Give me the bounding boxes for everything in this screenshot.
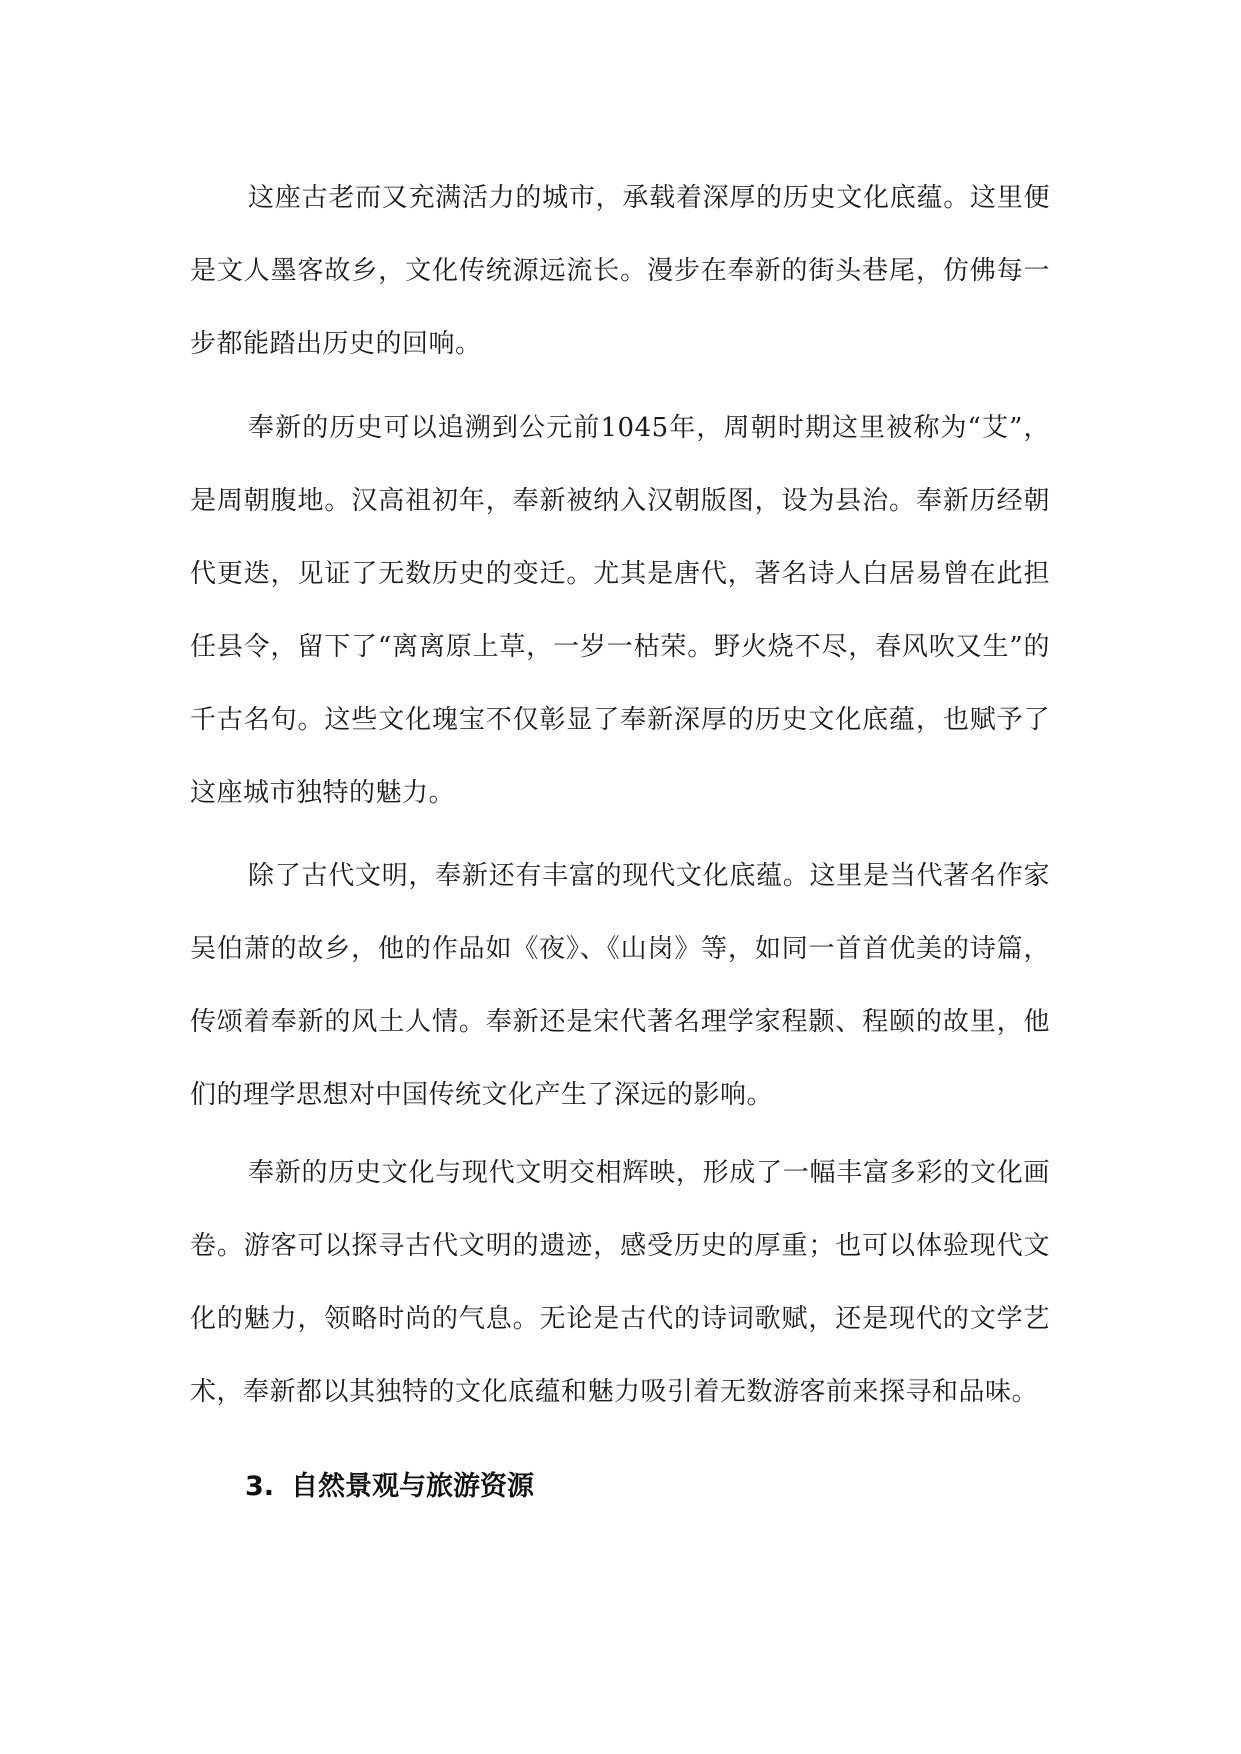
paragraph-modern-culture: 除了古代文明，奉新还有丰富的现代文化底蕴。这里是当代著名作家吴伯萧的故乡，他的作品如《夜》、《山岗》等，如同一首首优美的诗篇，传颂着奉新的风土人情。奉新还是宋代著名理学家程颢、程颐的故里，他们的理学思想对中国传统文化产生了深远的影响。 [190,861,1050,1110]
paragraph-intro: 这座古老而又充满活力的城市，承载着深厚的历史文化底蕴。这里便是文人墨客故乡，文化传统源远流长。漫步在奉新的街头巷尾，仿佛每一步都能踏出历史的回响。 [190,183,1050,359]
paragraph-summary: 奉新的历史文化与现代文明交相辉映，形成了一幅丰富多彩的文化画卷。游客可以探寻古代文明的遗迹，感受历史的厚重；也可以体验现代文化的魅力，领略时尚的气息。无论是古代的诗词歌赋，还是现代的文学艺术，奉新都以其独特的文化底蕴和魅力吸引着无数游客前来探寻和品味。 [190,1158,1050,1407]
paragraph-history: 奉新的历史可以追溯到公元前1045年，周朝时期这里被称为“艾”，是周朝腹地。汉高祖初年，奉新被纳入汉朝版图，设为县治。奉新历经朝代更迭，见证了无数历史的变迁。尤其是唐代，著名诗人白居易曾在此担任县令，留下了“离离原上草，一岁一枯荣。野火烧不尽，春风吹又生”的千古名句。这些文化瑰宝不仅彰显了奉新深厚的历史文化底蕴，也赋予了这座城市独特的魅力。 [190,413,1050,808]
section-number: 3. [245,1471,275,1502]
section-title: 自然景观与旅游资源 [291,1471,534,1502]
section-heading [245,1467,534,1507]
